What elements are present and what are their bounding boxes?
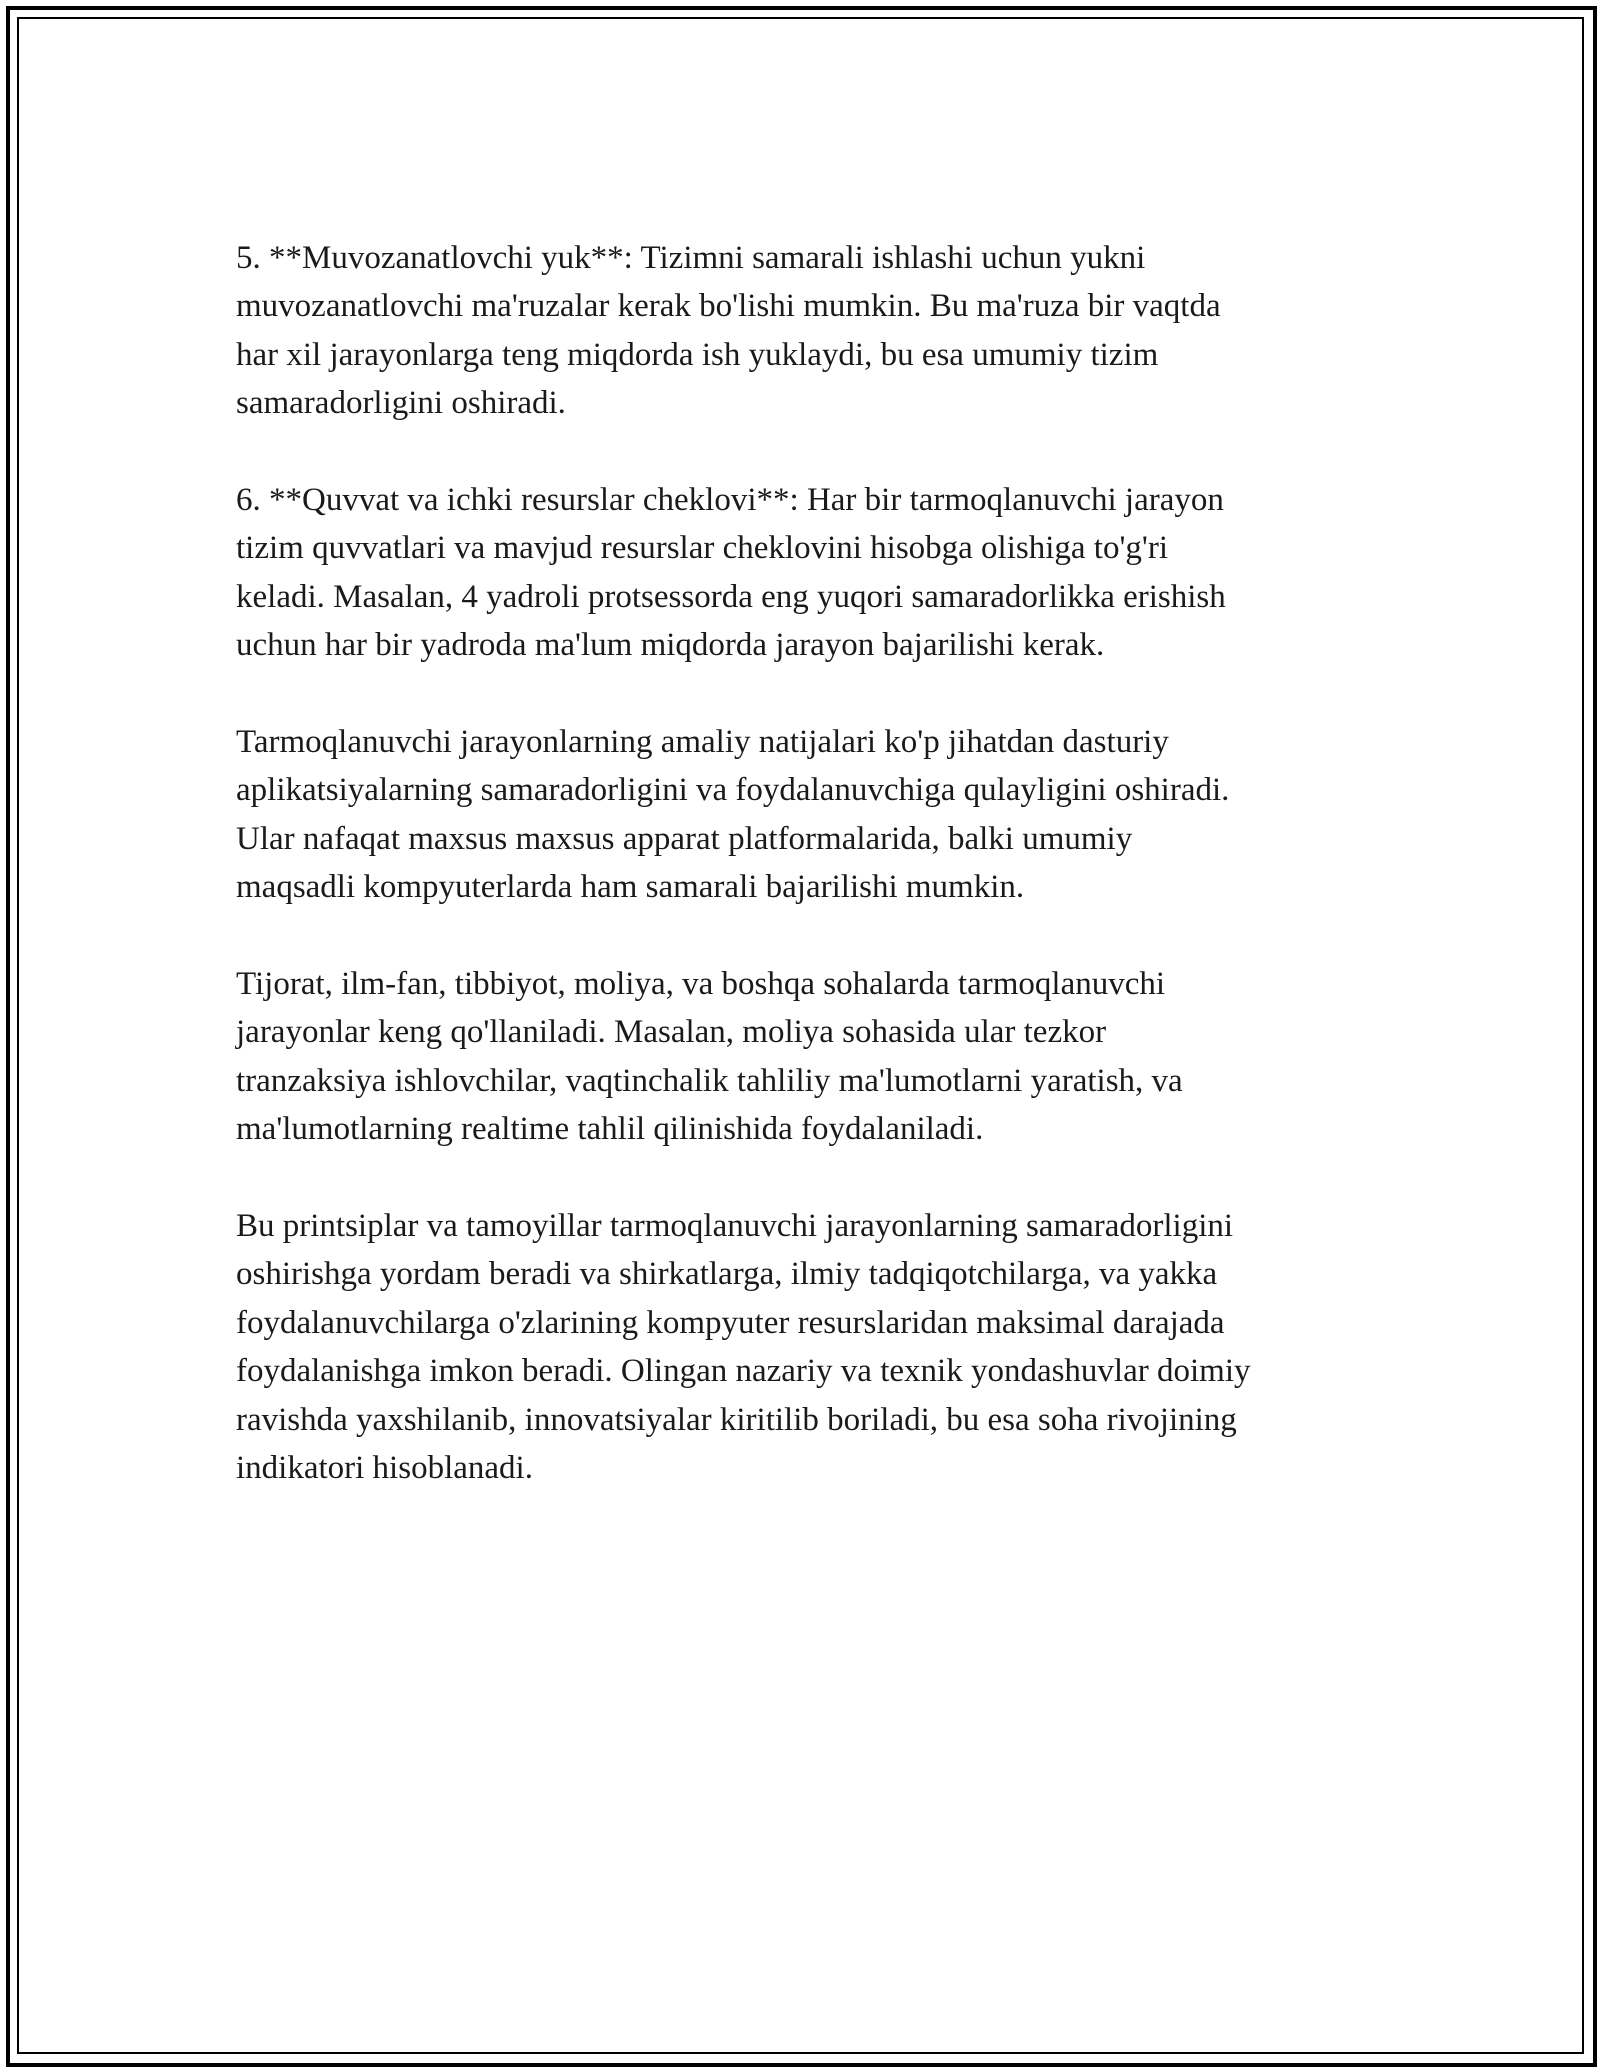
paragraph-industry-use: [236, 960, 1386, 1154]
text-line: maqsadli kompyuterlarda ham samarali bajarilishi mumkin.: [236, 869, 1025, 906]
text-line: Tarmoqlanuvchi jarayonlarning amaliy natijalari ko'p jihatdan dasturiy: [236, 724, 1169, 761]
text-line: muvozanatlovchi ma'ruzalar kerak bo'lishi mumkin. Bu ma'ruza bir vaqtda: [236, 288, 1221, 325]
text-line: oshirishga yordam beradi va shirkatlarga, ilmiy tadqiqotchilarga, va yakka: [236, 1256, 1218, 1293]
text-line: uchun har bir yadroda ma'lum miqdorda jarayon bajarilishi kerak.: [236, 627, 1105, 664]
paragraph-resource-limits: [236, 476, 1386, 670]
text-line: indikatori hisoblanadi.: [236, 1450, 533, 1487]
text-line: aplikatsiyalarning samaradorligini va foydalanuvchiga qulayligini oshiradi.: [236, 772, 1230, 809]
text-line: samaradorligini oshiradi.: [236, 385, 566, 422]
text-line: foydalanishga imkon beradi. Olingan nazariy va texnik yondashuvlar doimiy: [236, 1353, 1251, 1390]
text-line: 6. **Quvvat va ichki resurslar cheklovi**: Har bir tarmoqlanuvchi jarayon: [236, 482, 1224, 519]
text-line: ma'lumotlarning realtime tahlil qilinishida foydalaniladi.: [236, 1111, 984, 1148]
paragraph-practical-results: [236, 718, 1386, 912]
text-line: tizim quvvatlari va mavjud resurslar cheklovini hisobga olishiga to'g'ri: [236, 530, 1169, 567]
text-line: keladi. Masalan, 4 yadroli protsessorda eng yuqori samaradorlikka erishish: [236, 578, 1226, 615]
text-line: 5. **Muvozanatlovchi yuk**: Tizimni samarali ishlashi uchun yukni: [236, 240, 1146, 276]
text-line: jarayonlar keng qo'llaniladi. Masalan, moliya sohasida ular tezkor: [236, 1014, 1107, 1051]
document-body: [236, 234, 1386, 1541]
text-line: har xil jarayonlarga teng miqdorda ish yuklaydi, bu esa umumiy tizim: [236, 336, 1159, 373]
text-line: tranzaksiya ishlovchilar, vaqtinchalik tahliliy ma'lumotlarni yaratish, va: [236, 1062, 1183, 1099]
text-line: Bu printsiplar va tamoyillar tarmoqlanuvchi jarayonlarning samaradorligini: [236, 1208, 1234, 1245]
text-line: Ular nafaqat maxsus maxsus apparat platformalarida, balki umumiy: [236, 820, 1133, 857]
text-line: foydalanuvchilarga o'zlarining kompyuter resurslaridan maksimal darajada: [236, 1304, 1225, 1341]
text-line: ravishda yaxshilanib, innovatsiyalar kiritilib boriladi, bu esa soha rivojining: [236, 1401, 1237, 1438]
paragraph-conclusion: [236, 1202, 1386, 1492]
paragraph-load-balancing: [236, 234, 1386, 428]
text-line: Tijorat, ilm-fan, tibbiyot, moliya, va boshqa sohalarda tarmoqlanuvchi: [236, 966, 1166, 1003]
